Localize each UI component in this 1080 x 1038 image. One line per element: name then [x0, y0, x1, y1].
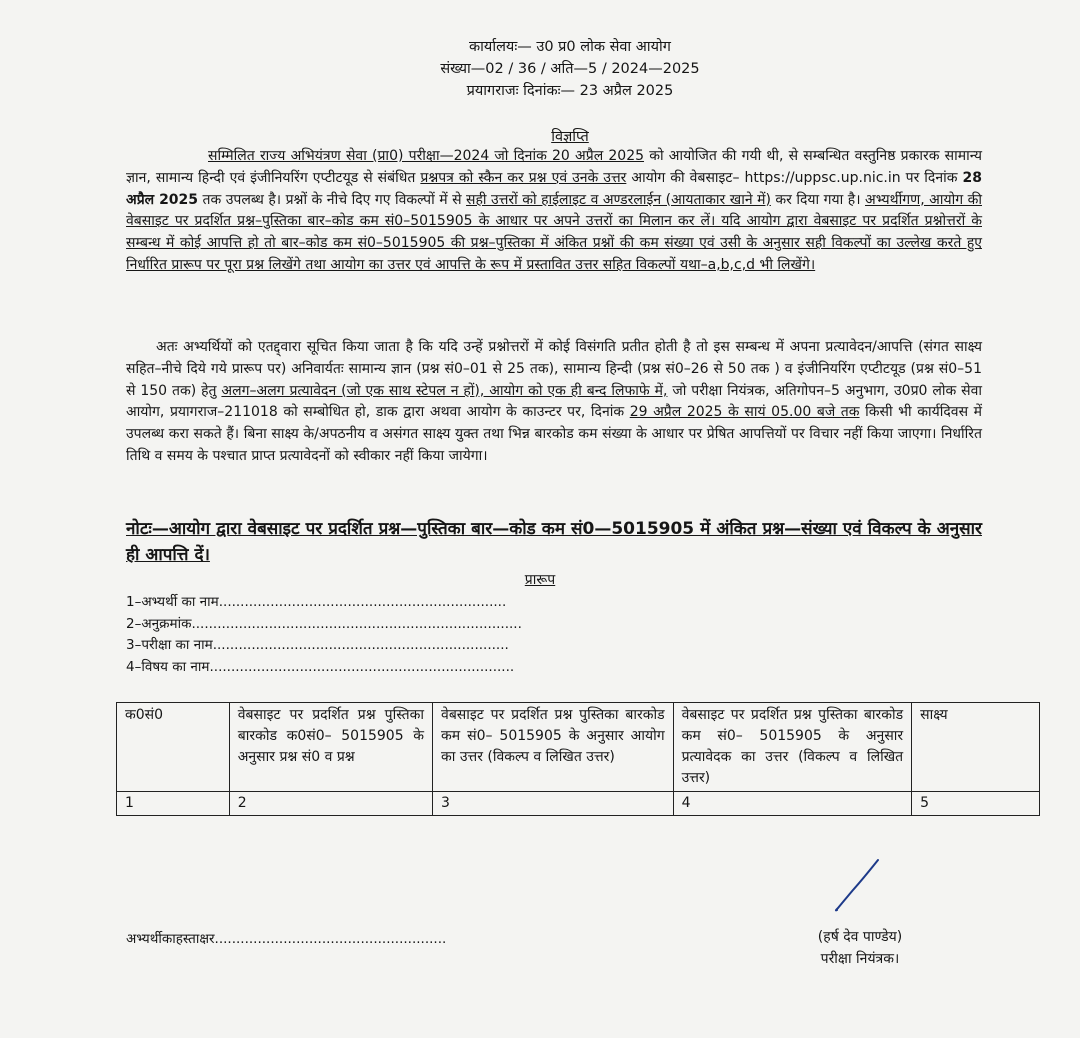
header-question: वेबसाइट पर प्रदर्शित प्रश्न पुस्तिका बारकोड क0सं0– 5015905 के अनुसार प्रश्न सं0 व प्रश्न	[229, 703, 432, 792]
p1-text-5: कर दिया गया है।	[770, 191, 866, 208]
p1-text-4: तक उपलब्ध है। प्रश्नों के नीचे दिए गए विकल्पों में से	[198, 191, 467, 208]
field-exam-name: 3–परीक्षा का नाम.....................................................................	[126, 637, 509, 653]
paragraph-1	[126, 146, 982, 277]
p1-text-1: को आयोजित की गयी थी, से सम्बन्धित वस्तुनिष्ठ प्रकारक सामान्य ज्ञान, सामान्य हिन्दी एवं इंजीनियरिंग एप्टीटयूड से संबंधित	[126, 148, 982, 186]
note-text: नोटः—आयोग द्वारा वेबसाइट पर प्रदर्शित प्रश्न—पुस्तिका बार—कोड कम सं0—5015905 में अंकित प्रश्न—संख्या एवं विकल्प के अनुसार ही आपत्ति दें।	[126, 519, 982, 565]
reference-number: संख्या—02 / 36 / अति—5 / 2024—2025	[440, 61, 700, 77]
p1-text-2: आयोग की वेबसाइट–	[626, 169, 745, 186]
controller-designation: परीक्षा नियंत्रक।	[820, 951, 900, 967]
table-number-row	[117, 792, 1040, 816]
col-number-2: 2	[229, 792, 432, 816]
header-evidence: साक्ष्य	[912, 703, 1040, 792]
notice-title: विज्ञप्ति	[551, 129, 589, 145]
format-title: प्रारूप	[524, 572, 556, 588]
table-header-row	[117, 703, 1040, 792]
col-number-5: 5	[912, 792, 1040, 816]
p2-underline-1: अलग–अलग प्रत्यावेदन (जो एक साथ स्टेपल न हों), आयोग को एक ही बन्द लिफाफे में,	[221, 382, 668, 399]
available-until-date: 28 अप्रैल 2025	[126, 169, 982, 208]
deadline: 29 अप्रैल 2025 के सायं 05.00 बजे तक	[629, 404, 860, 421]
format-fields	[126, 592, 522, 678]
controller-name: (हर्ष देव पाण्डेय)	[817, 929, 903, 945]
candidate-signature-line: अभ्यर्थीकाहस्ताक्षर......................................................	[126, 931, 447, 947]
header-serial: क0सं0	[117, 703, 230, 792]
exam-name: सम्मिलित राज्य अभियंत्रण सेवा (प्रा0) परीक्षा—2024 जो दिनांक 20 अप्रैल 2025	[208, 148, 645, 164]
exam-controller-block	[780, 926, 940, 970]
field-subject-name: 4–विषय का नाम.......................................................................	[126, 658, 515, 675]
p2-text-3: किसी भी कार्यदिवस में उपलब्ध करा सकते हैं। बिना साक्ष्य के/अपठनीय व असंगत साक्ष्य युक्त तथा भिन्न बारकोड कम संख्या के आधार पर प्रेषित आपत्तियों पर विचार नहीं किया जाएगा। निर्धारित तिथि व समय के पश्चात प्राप्त प्रत्यावेदनों को स्वीकार नहीं किया जायेगा।	[126, 404, 982, 464]
p1-underline-2: सही उत्तरों को हाईलाइट व अण्डरलाईन (आयताकार खाने में)	[466, 191, 771, 208]
p1-underline-1: प्रश्नपत्र को स्कैन कर प्रश्न एवं उनके उत्तर	[420, 169, 627, 186]
col-number-3: 3	[433, 792, 674, 816]
website-url[interactable]: https://uppsc.up.nic.in	[744, 169, 901, 186]
letterhead	[0, 36, 1080, 102]
signature-mark	[820, 856, 890, 920]
col-number-4: 4	[673, 792, 912, 816]
col-number-1: 1	[117, 792, 230, 816]
p2-text-1: अतः अभ्यर्थियों को एतद्द्वारा सूचित किया जाता है कि यदि उन्हें प्रश्नोत्तरों में कोई विसंगति प्रतीत होती है तो इस सम्बन्ध में अपना प्रत्यावेदन/आपत्ति (संगत साक्ष्य सहित–नीचे दिये गये प्रारूप पर) अनिवार्यतः सामान्य ज्ञान (प्रश्न सं0–01 से 25 तक), सामान्य हिन्दी (प्रश्न सं0–26 से 50 तक ) व इंजीनियरिंग एप्टीटयूड (प्रश्न सं0–51 से 150 तक) हेतु	[126, 339, 982, 399]
format-title-wrap	[0, 570, 1080, 589]
place-date: प्रयागराजः दिनांकः— 23 अप्रैल 2025	[466, 83, 674, 99]
field-roll-number: 2–अनुक्रमांक.............................................................................	[126, 615, 522, 632]
note	[126, 516, 982, 568]
notice-title-wrap	[0, 126, 1080, 146]
p2-text-2: जो परीक्षा नियंत्रक, अतिगोपन–5 अनुभाग, उ0प्र0 लोक सेवा आयोग, प्रयागराज–211018 को सम्बोधित हो, डाक द्वारा अथवा आयोग के काउन्टर पर, दिनांक	[126, 382, 982, 421]
p1-text-3: पर दिनांक	[900, 169, 963, 186]
header-candidate-answer: वेबसाइट पर प्रदर्शित प्रश्न पुस्तिका बारकोड कम सं0– 5015905 के अनुसार प्रत्यावेदक का उत्तर (विकल्प व लिखित उत्तर)	[673, 703, 912, 792]
p1-underline-3: अभ्यर्थीगण, आयोग की वेबसाइट पर प्रदर्शित प्रश्न–पुस्तिका बार–कोड कम सं0–5015905 के आधार पर अपने उत्तरों का मिलान कर लें। यदि आयोग द्वारा वेबसाइट पर प्रदर्शित प्रश्नोत्तरों के सम्बन्ध में कोई आपत्ति हो तो बार–कोड कम सं0–5015905 की प्रश्न–पुस्तिका में अंकित प्रश्नों की कम संख्या एवं उसी के अनुसार सही विकल्पों का उल्लेख करते हुए निर्धारित प्रारूप पर पूरा प्रश्न लिखेंगे तथा आयोग का उत्तर एवं आपत्ति के रूप में प्रस्तावित उत्तर सहित विकल्पों यथा–a,b,c,d भी लिखेंगे।	[126, 191, 982, 273]
field-candidate-name: 1–अभ्यर्थी का नाम...................................................................	[126, 594, 507, 610]
objection-table	[116, 702, 1040, 816]
office-name: कार्यालयः— उ0 प्र0 लोक सेवा आयोग	[469, 39, 671, 55]
header-commission-answer: वेबसाइट पर प्रदर्शित प्रश्न पुस्तिका बारकोड कम सं0– 5015905 के अनुसार आयोग का उत्तर (विकल्प व लिखित उत्तर)	[433, 703, 674, 792]
paragraph-2	[126, 337, 982, 468]
